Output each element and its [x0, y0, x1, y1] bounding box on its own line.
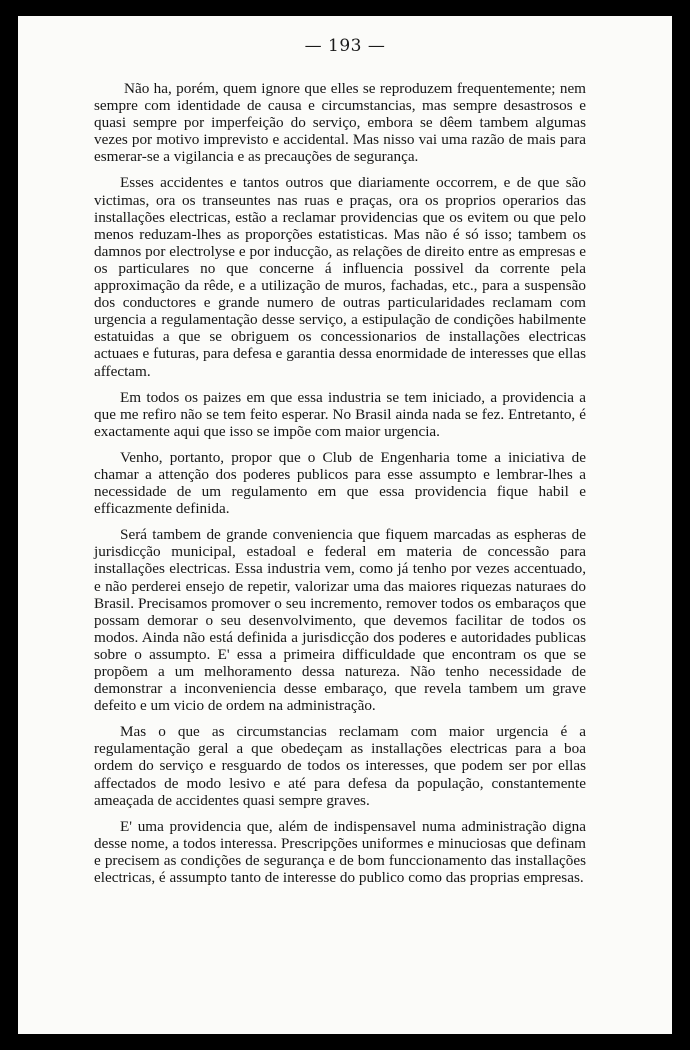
book-page	[18, 16, 672, 1034]
page-number: — 193 —	[304, 36, 386, 56]
paragraph-7: E' uma providencia que, além de indispensavel numa administração digna desse nome, a todos interessa. Prescripções uniformes e minuciosas que definam e precisem as condições de segurança e de bom funccionamento das installações electricas, é assumpto tanto de interesse do publico como das proprias empresas.	[94, 817, 586, 887]
paragraph-6: Mas o que as circumstancias reclamam com maior urgencia é a regulamentação geral a que obedeçam as installações electricas para a boa ordem do serviço e resguardo de todos os interesses, que podem ser por ellas affectados de modo lesivo e até para defesa da população, constantemente ameaçada de accidentes quasi sempre graves.	[94, 723, 586, 809]
paragraph-5: Será tambem de grande conveniencia que fiquem marcadas as espheras de jurisdicção municipal, estadoal e federal em materia de concessão para installações electricas. Essa industria vem, como já tenho por vezes accentuado, e não perderei ensejo de repetir, valorizar uma das maiores riquezas naturaes do Brasil. Precisamos promover o seu incremento, remover todos os embaraços que possam demorar o seu desenvolvimento, que devemos facilitar de todos os modos. Ainda não está definida a jurisdicção dos poderes e autoridades publicas sobre o assumpto. E' essa a primeira difficuldade que encontram os que se propõem a um melhoramento dessa natureza. Não tenho necessidade de demonstrar a inconveniencia desse embaraço, que revela tambem um grave defeito e um vicio de ordem na administração.	[94, 526, 586, 715]
paragraph-3: Em todos os paizes em que essa industria se tem iniciado, a providencia a que me refiro não se tem feito esperar. No Brasil ainda nada se fez. Entretanto, é exactamente aqui que isso se impõe com maior urgencia.	[94, 388, 586, 440]
paragraph-2: Esses accidentes e tantos outros que diariamente occorrem, e de que são victimas, ora os transeuntes nas ruas e praças, ora os proprios operarios das installações electricas, estão a reclamar providencias que os evitem ou que pelo menos reduzam-lhes as proporções estatisticas. Mas não é só isso; tambem os damnos por electrolyse e por inducção, as relações de direito entre as empresas e os particulares no que concerne á influencia possivel da corrente pela approximação da rêde, e a utilização de muros, fachadas, etc., para a suspensão dos conductores e grande numero de outras particularidades reclamam com urgencia a regulamentação desse serviço, a estipulação de condições habilmente estatuidas a que se obriguem os concessionarios de installações electricas actuaes e futuras, para defesa e garantia dessa enormidade de interesses que ellas affectam.	[94, 174, 586, 380]
body-text	[94, 80, 586, 895]
paragraph-1: Não ha, porém, quem ignore que elles se reproduzem frequentemente; nem sempre com identidade de causa e circumstancias, mas sempre desastrosos e quasi sempre por imperfeição do serviço, embora se dêem tambem algumas vezes por motivo imprevisto e accidental. Mas nisso vai uma razão de mais para esmerar-se a vigilancia e as precauções de segurança.	[94, 80, 586, 166]
paragraph-4: Venho, portanto, propor que o Club de Engenharia tome a iniciativa de chamar a attenção dos poderes publicos para esse assumpto e lembrar-lhes a necessidade de um regulamento em que essa providencia fique habil e efficazmente definida.	[94, 448, 586, 518]
